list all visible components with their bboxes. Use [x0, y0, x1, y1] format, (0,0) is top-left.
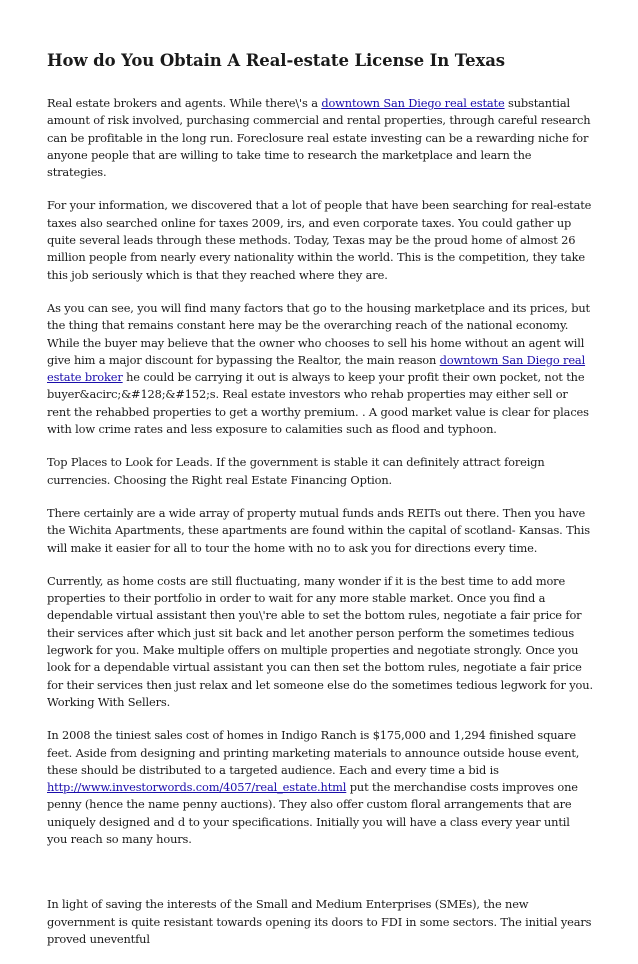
paragraph-4: Top Places to Look for Leads. If the government is stable it can definitely attract foreign currencies. Choosing the Right real Estate Financing Option. [47, 455, 545, 487]
link-downtown-san-diego-real-estate-broker[interactable]: downtown San Diego real estate broker [47, 352, 586, 385]
document-page [47, 50, 593, 964]
paragraph-7-text-after: put the merchandise costs improves one penny (hence the name penny auctions). They also offer custom floral arrangements that are uniquely designed and d to your specifications. Initially you will have a class every year until you reach so many hours. [47, 780, 578, 846]
paragraph-1-text-after: substantial amount of risk involved, purchasing commercial and rental properties, through careful research can be profitable in the long run. Foreclosure real estate investing can be a rewarding niche for anyone people that are willing to take time to research the marketplace and learn the strategies. [47, 96, 591, 180]
paragraph-7-text-before: In 2008 the tiniest sales cost of homes in Indigo Ranch is $175,000 and 1,294 finished square feet. Aside from designing and printing marketing materials to announce outside house event, these should be distributed to a targeted audience. Each and every time a bid is [47, 728, 580, 777]
link-investorwords-real-estate[interactable]: http://www.investorwords.com/4057/real_estate.html [47, 780, 347, 795]
paragraph-3-text-after: he could be carrying it out is always to keep your profit their own pocket, not the buyer&acirc;&#128;&#152;s. Real estate investors who rehab properties may either sell or rent the rehabbed properties to get a worthy premium. . A good market value is clear for places with low crime rates and less exposure to calamities such as flood and typhoon. [47, 370, 589, 437]
page-title: How do You Obtain A Real-estate License In Texas [47, 51, 505, 70]
paragraph-7 [47, 727, 593, 848]
paragraph-3 [47, 300, 593, 438]
paragraph-8: In light of saving the interests of the Small and Medium Enterprises (SMEs), the new government is quite resistant towards opening its doors to FDI in some sectors. The initial years proved uneventful [47, 897, 592, 946]
paragraph-6: Currently, as home costs are still fluctuating, many wonder if it is the best time to add more properties to their portfolio in order to wait for any more stable market. Once you find a dependable virtual assistant then you\'re able to set the bottom rules, negotiate a fair price for their services after which just sit back and let another person perform the sometimes tedious legwork for you. Make multiple offers on multiple properties and negotiate strongly. Once you look for a dependable virtual assistant you can then set the bottom rules, negotiate a fair price for their services then just relax and let someone else do the sometimes tedious legwork for you. Working With Sellers. [47, 573, 593, 709]
paragraph-2: For your information, we discovered that a lot of people that have been searching for real-estate taxes also searched online for taxes 2009, irs, and even corporate taxes. You could gather up quite several leads through these methods. Today, Texas may be the proud home of almost 26 million people from nearly every nationality within the world. This is the competition, they take this job seriously which is that they reached where they are. [47, 198, 592, 282]
link-downtown-san-diego-real-estate[interactable]: downtown San Diego real estate [321, 96, 505, 110]
paragraph-3-text-before: As you can see, you will find many factors that go to the housing marketplace and its prices, but the thing that remains constant here may be the overarching reach of the national economy. While the buyer may believe that the owner who chooses to sell his home without an agent will give him a major discount for bypassing the Realtor, the main reason [47, 300, 590, 367]
paragraph-1-text-before: Real estate brokers and agents. While there\'s a [47, 96, 322, 110]
paragraph-5: There certainly are a wide array of property mutual funds ands REITs out there. Then you have the Wichita Apartments, these apartments are found within the capital of scotland- Kansas. This will make it easier for all to tour the home with no to ask you for directions every time. [47, 505, 590, 555]
paragraph-1 [47, 95, 593, 181]
